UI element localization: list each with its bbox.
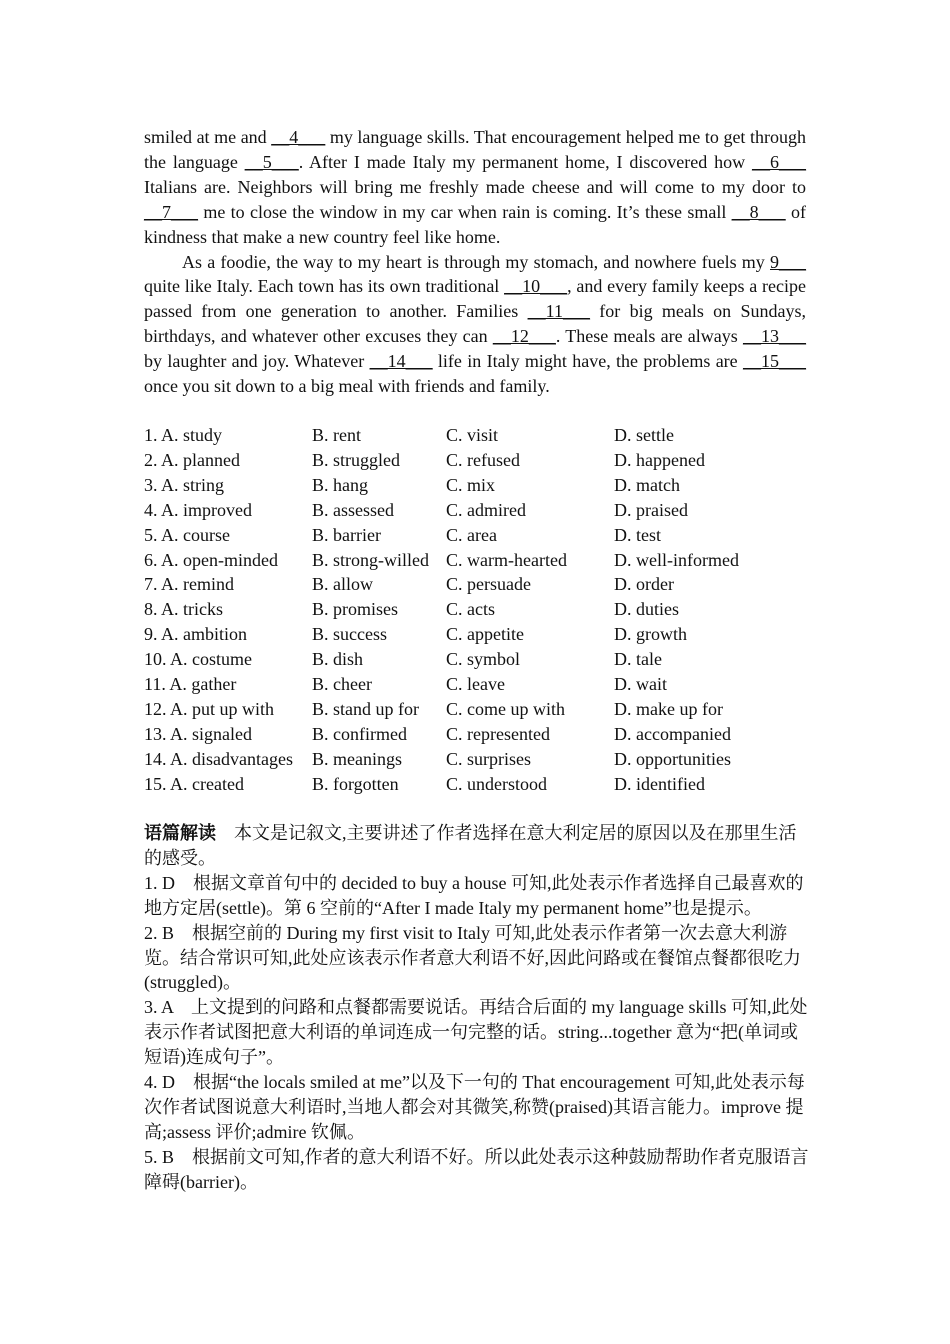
passage-text: my language skills. That encouragement helped me to get through the language (144, 127, 806, 172)
option-choice: B. dish (312, 649, 364, 670)
passage-text: for big meals on Sundays, birthdays, and whatever other excuses they can (144, 301, 806, 347)
analysis-section (144, 821, 810, 1195)
option-row (144, 772, 824, 797)
answer-blank: 9___ (770, 251, 806, 272)
analysis-heading: 语篇解读 (144, 823, 216, 843)
analysis-intro-text: 本文是记叙文,主要讲述了作者选择在意大利定居的原因以及在那里生活的感受。 (144, 823, 797, 868)
analysis-item: 4. D 根据“the locals smiled at me”以及下一句的 That encouragement 可知,此处表示每次作者试图说意大利语时,当地人都会对其微笑,称赞(praised)其语言能力。improve 提高;assess 评价;admire 钦佩。 (144, 1072, 805, 1142)
option-choice: B. meanings (312, 748, 402, 769)
option-choice: C. admired (446, 499, 526, 520)
option-choice: C. come up with (446, 698, 565, 719)
option-choice: B. promises (312, 599, 399, 620)
option-choice: 2. A. planned (144, 449, 240, 470)
option-choice: D. praised (614, 499, 688, 520)
option-row (144, 448, 824, 473)
option-choice: 8. A. tricks (144, 599, 223, 620)
option-choice: 3. A. string (144, 474, 225, 495)
option-choice: C. represented (446, 723, 550, 744)
passage-text: . After I made Italy my permanent home, I discovered how (298, 151, 752, 172)
option-choice: C. symbol (446, 649, 521, 670)
option-choice: B. rent (312, 425, 361, 445)
option-choice: C. appetite (446, 624, 524, 645)
answer-blank: __13___ (743, 326, 806, 347)
option-choice: D. wait (614, 674, 667, 695)
option-choice: 4. A. improved (144, 499, 252, 520)
passage-text: smiled at me and (144, 127, 272, 147)
option-choice: B. confirmed (312, 723, 407, 744)
passage-text: of kindness that make a new country feel like home. (144, 201, 806, 247)
answer-blank: __14___ (369, 351, 433, 372)
answer-blank: __5___ (244, 151, 299, 172)
option-choice: C. warm-hearted (446, 549, 567, 570)
option-choice: 13. A. signaled (144, 723, 252, 744)
option-choice: 14. A. disadvantages (144, 748, 293, 769)
option-choice: D. identified (614, 773, 705, 794)
analysis-items (144, 871, 810, 1195)
analysis-intro (144, 821, 810, 871)
answer-blank: __7___ (144, 201, 198, 222)
option-choice: C. surprises (446, 748, 531, 769)
option-choice: C. acts (446, 599, 495, 620)
passage-text: . These meals are always (555, 326, 743, 347)
option-choice: B. success (312, 624, 387, 645)
answer-blank: __15___ (743, 351, 806, 372)
option-choice: 10. A. costume (144, 649, 252, 670)
option-choice: 5. A. course (144, 524, 230, 545)
passage-paragraph-1 (144, 125, 806, 250)
passage-paragraph-2 (144, 250, 806, 399)
option-choice: D. opportunities (614, 748, 731, 769)
option-choice: D. order (614, 574, 674, 595)
option-choice: D. happened (614, 449, 705, 470)
option-choice: B. forgotten (312, 773, 399, 794)
option-choice: C. visit (446, 425, 499, 445)
option-row (144, 697, 824, 722)
option-row (144, 622, 824, 647)
option-choice: D. growth (614, 624, 687, 645)
option-choice: D. match (614, 474, 680, 495)
option-row (144, 647, 824, 672)
option-row (144, 523, 824, 548)
option-choice: C. leave (446, 674, 505, 695)
option-choice: B. stand up for (312, 698, 419, 719)
option-choice: 6. A. open-minded (144, 549, 278, 570)
passage-text: As a foodie, the way to my heart is through my stomach, and nowhere fuels my (182, 251, 770, 272)
option-choice: C. mix (446, 474, 496, 495)
cloze-passage (144, 125, 806, 399)
option-row (144, 548, 824, 573)
option-choice: B. barrier (312, 524, 381, 545)
option-choice: D. test (614, 524, 661, 545)
answer-blank: __12___ (492, 326, 556, 347)
passage-text: life in Italy might have, the problems are (432, 351, 743, 372)
option-choice: D. duties (614, 599, 679, 620)
option-choice: B. assessed (312, 499, 394, 520)
analysis-item: 2. B 根据空前的 During my first visit to Italy 可知,此处表示作者第一次去意大利游览。结合常识可知,此处应该表示作者意大利语不好,因此问路或在餐馆点餐都很吃力(struggled)。 (144, 922, 801, 993)
answer-blank: __8___ (731, 201, 786, 222)
option-choice: C. area (446, 524, 497, 545)
option-choice: B. struggled (312, 449, 400, 470)
option-row (144, 672, 824, 697)
answer-blank: __11___ (527, 301, 590, 322)
option-choice: D. accompanied (614, 723, 731, 744)
option-choice: D. settle (614, 425, 674, 445)
answer-blank: __4___ (271, 127, 326, 147)
option-choice: B. strong-willed (312, 549, 429, 570)
passage-text: quite like Italy. Each town has its own traditional (144, 276, 505, 297)
option-row (144, 498, 824, 523)
option-choice: 1. A. study (144, 425, 223, 445)
option-choice: D. tale (614, 649, 662, 670)
options-table (144, 423, 824, 797)
option-choice: 15. A. created (144, 773, 244, 794)
option-choice: C. understood (446, 773, 547, 794)
option-choice: 12. A. put up with (144, 698, 275, 719)
analysis-item: 3. A 上文提到的问路和点餐都需要说话。再结合后面的 my language skills 可知,此处表示作者试图把意大利语的单词连成一句完整的话。string...together 意为“把(单词或短语)连成句子”。 (144, 997, 808, 1068)
option-choice: B. hang (312, 474, 368, 495)
analysis-item: 5. B 根据前文可知,作者的意大利语不好。所以此处表示这种鼓励帮助作者克服语言障碍(barrier)。 (144, 1146, 809, 1192)
option-row (144, 572, 824, 597)
option-choice: C. persuade (446, 574, 531, 595)
passage-text: Italians are. Neighbors will bring me freshly made cheese and will come to my door to (144, 176, 806, 197)
option-choice: C. refused (446, 449, 520, 470)
option-row (144, 722, 824, 747)
option-choice: B. cheer (312, 674, 372, 695)
option-row (144, 597, 824, 622)
option-choice: 9. A. ambition (144, 624, 247, 645)
option-choice: D. make up for (614, 698, 723, 719)
analysis-item: 1. D 根据文章首句中的 decided to buy a house 可知,此处表示作者选择自己最喜欢的地方定居(settle)。第 6 空前的“After I made Italy my permanent home”也是提示。 (144, 872, 804, 918)
answer-blank: __6___ (752, 151, 806, 172)
option-row (144, 747, 824, 772)
option-row (144, 473, 824, 498)
option-choice: D. well-informed (614, 549, 739, 570)
answer-blank: __10___ (504, 276, 568, 297)
option-choice: 11. A. gather (144, 674, 237, 695)
option-choice: B. allow (312, 574, 373, 595)
passage-text: , and every family keeps a recipe passed from one generation to another. Families (144, 276, 807, 322)
passage-text: once you sit down to a big meal with friends and family. (144, 376, 550, 397)
passage-text: by laughter and joy. Whatever (144, 351, 370, 372)
option-row (144, 423, 824, 448)
option-choice: 7. A. remind (144, 574, 234, 595)
passage-text: me to close the window in my car when rain is coming. It’s these small (198, 201, 732, 222)
